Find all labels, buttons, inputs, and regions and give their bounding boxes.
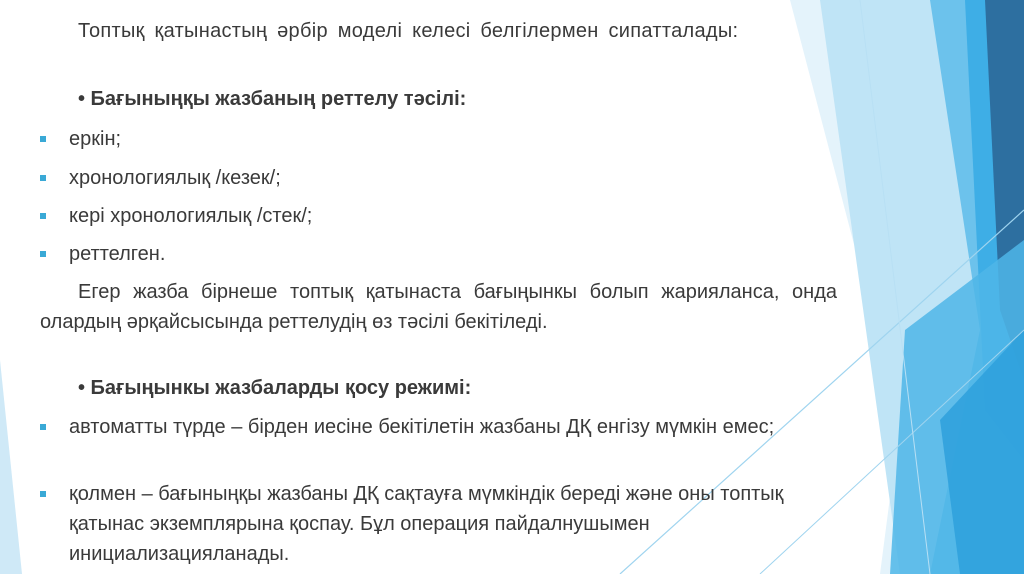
list-item [40, 412, 840, 442]
list-item-text: еркін; [69, 128, 122, 150]
square-bullet-icon [40, 213, 46, 219]
body-paragraph: Егер жазба бірнеше топтық қатынаста бағыңынкы болып жарияланса, онда олардың әрқайсысында реттелудің өз тәсілі бекітіледі. [40, 281, 837, 333]
list-item [40, 124, 840, 154]
intro-text: Топтық қатынастың әрбір моделі келесі белгілермен сипатталады: [78, 20, 739, 42]
list-item-text: кері хронологиялық /стек/; [69, 205, 313, 227]
square-bullet-icon [40, 175, 46, 181]
section-heading-insert-mode: • Бағыңынкы жазбаларды қосу режимі: [78, 377, 472, 399]
list-item [40, 479, 840, 569]
list-item-text: реттелген. [69, 243, 166, 265]
list-item [40, 239, 840, 269]
square-bullet-icon [40, 136, 46, 142]
list-item-text: автоматты түрде – бірден иесіне бекітілетін жазбаны ДҚ енгізу мүмкін емес; [69, 416, 775, 438]
list-item [40, 163, 840, 193]
list-item [40, 201, 840, 231]
square-bullet-icon [40, 424, 46, 430]
list-item-text: хронологиялық /кезек/; [69, 167, 281, 189]
section-heading-ordering: • Бағыныңқы жазбаның реттелу тәсілі: [78, 88, 467, 110]
list-item-text: қолмен – бағыныңқы жазбаны ДҚ сақтауға мүмкіндік береді және оны топтық қатынас экземплярына қоспау. Бұл операция пайдалнушымен инициализацияланады. [69, 483, 784, 565]
square-bullet-icon [40, 251, 46, 257]
square-bullet-icon [40, 491, 46, 497]
